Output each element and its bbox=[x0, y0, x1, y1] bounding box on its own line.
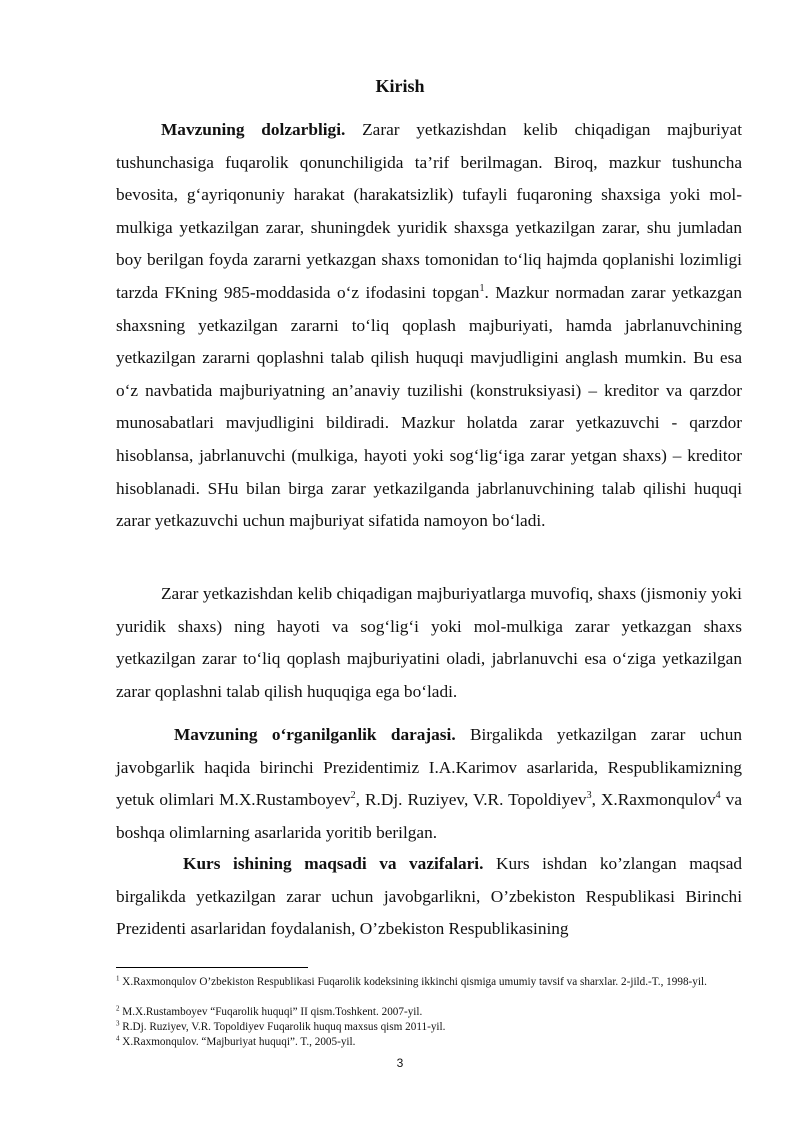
footnote-text: X.Raxmonqulov. “Majburiyat huquqi”. T., 2005-yil. bbox=[119, 1036, 356, 1048]
page-number: 3 bbox=[396, 1056, 404, 1070]
footnote-separator bbox=[116, 967, 308, 968]
footnote-number: 3 bbox=[116, 1019, 120, 1028]
paragraph-text: Zarar yetkazishdan kelib chiqadigan majburiyatlarga muvofiq, shaxs (jismoniy yoki yuridik shaxs) ning hayoti va sog‘lig‘i yoki mol-mulkiga zarar yetkazgan shaxs yetkazilgan zarar to‘liq qoplash majburiyatini oladi, jabrlanuvchi esa o‘ziga yetkazilgan zarar qoplashni talab qilish huquqiga ega bo‘ladi. bbox=[116, 584, 742, 701]
paragraph-lead: Mavzuning dolzarbligi. bbox=[161, 120, 346, 139]
paragraph-study-level bbox=[116, 719, 742, 849]
footnote-ref[interactable]: 2 bbox=[350, 790, 356, 802]
footnote bbox=[116, 1035, 742, 1050]
paragraph-text: Kurs ishdan ko’zlangan maqsad birgalikda yetkazilgan zarar uchun javobgarlikni, O’zbekiston Respublikasi Birinchi Prezidenti asarlaridan foydalanish, O’zbekiston Respublikasining bbox=[116, 854, 743, 939]
paragraph-text: . Mazkur normadan zarar yetkazgan shaxsning yetkazilgan zararni to‘liq qoplash majburiyati, hamda jabrlanuvchining yetkazilgan zararni qoplashni talab qilish huquqi mavjudligini anglash mumkin. Bu esa o‘z navbatida majburiyatning an’anaviy tuzilishi (konstruksiyasi) – kreditor va qarzdor munosabatlari mavjudligini bildiradi. Mazkur holatda zarar yetkazuvchi - qarzdor hisoblansa, jabrlanuvchi (mulkiga, hayoti yoki sog‘lig‘iga zarar yetgan shaxs) – kreditor hisoblanadi. SHu bilan birga zarar yetkazilganda jabrlanuvchining talab qilishi huquqi zarar yetkazuvchi uchun majburiyat sifatida namoyon bo‘ladi. bbox=[116, 282, 742, 531]
footnote-text: X.Raxmonqulov O’zbekiston Respublikasi Fuqarolik kodeksining ikkinchi qismiga umumiy tavsif va sharxlar. 2-jild.-T., 1998-yil. bbox=[119, 976, 707, 988]
paragraph-lead: Kurs ishining maqsadi va vazifalari. bbox=[183, 854, 484, 873]
paragraph-relevance bbox=[116, 114, 742, 538]
section-heading: Kirish bbox=[375, 76, 425, 96]
paragraph-text: , X.Raxmonqulov bbox=[591, 790, 716, 810]
footnote bbox=[116, 1005, 742, 1020]
footnote-ref[interactable]: 4 bbox=[715, 790, 721, 802]
footnote-number: 1 bbox=[116, 974, 120, 983]
paragraph-text: Zarar yetkazishdan kelib chiqadigan majburiyat tushunchasiga fuqarolik qonunchiligida ta’rif berilmagan. Biroq, mazkur tushuncha bevosita, g‘ayriqonuniy harakat (harakatsizlik) tufayli fuqaroning shaxsiga yoki mol-mulkiga yetkazilgan zarar, shuningdek yuridik shaxsga yetkazilgan zarar, shu jumladan boy berilgan foyda zararni yetkazgan shaxs tomonidan to‘liq hajmda qoplanishi lozimligi tarzda FKning 985-moddasida o‘z ifodasini topgan bbox=[116, 120, 743, 302]
footnote bbox=[116, 975, 742, 990]
paragraph-text: va boshqa olimlarning asarlarida yoritib berilgan. bbox=[116, 790, 742, 842]
paragraph-goals bbox=[116, 848, 742, 946]
footnote-number: 4 bbox=[116, 1034, 120, 1043]
footnote-text: M.X.Rustamboyev “Fuqarolik huquqi” II qism.Toshkent. 2007-yil. bbox=[119, 1006, 423, 1018]
footnote-ref[interactable]: 3 bbox=[586, 790, 592, 802]
paragraph-text: Birgalikda yetkazilgan zarar uchun javobgarlik haqida birinchi Prezidentimiz I.A.Karimov asarlarida, Respublikamizning yetuk olimlari M.X.Rustamboyev bbox=[116, 725, 742, 810]
footnote-ref[interactable]: 1 bbox=[479, 283, 485, 295]
paragraph-text: , R.Dj. Ruziyev, V.R. Topoldiyev bbox=[355, 790, 587, 810]
paragraph-obligations bbox=[116, 578, 742, 708]
footnote bbox=[116, 1020, 742, 1035]
paragraph-lead: Mavzuning o‘rganilganlik darajasi. bbox=[174, 725, 456, 744]
footnote-text: R.Dj. Ruziyev, V.R. Topoldiyev Fuqarolik huquq maxsus qism 2011-yil. bbox=[119, 1021, 446, 1033]
footnote-number: 2 bbox=[116, 1004, 120, 1013]
